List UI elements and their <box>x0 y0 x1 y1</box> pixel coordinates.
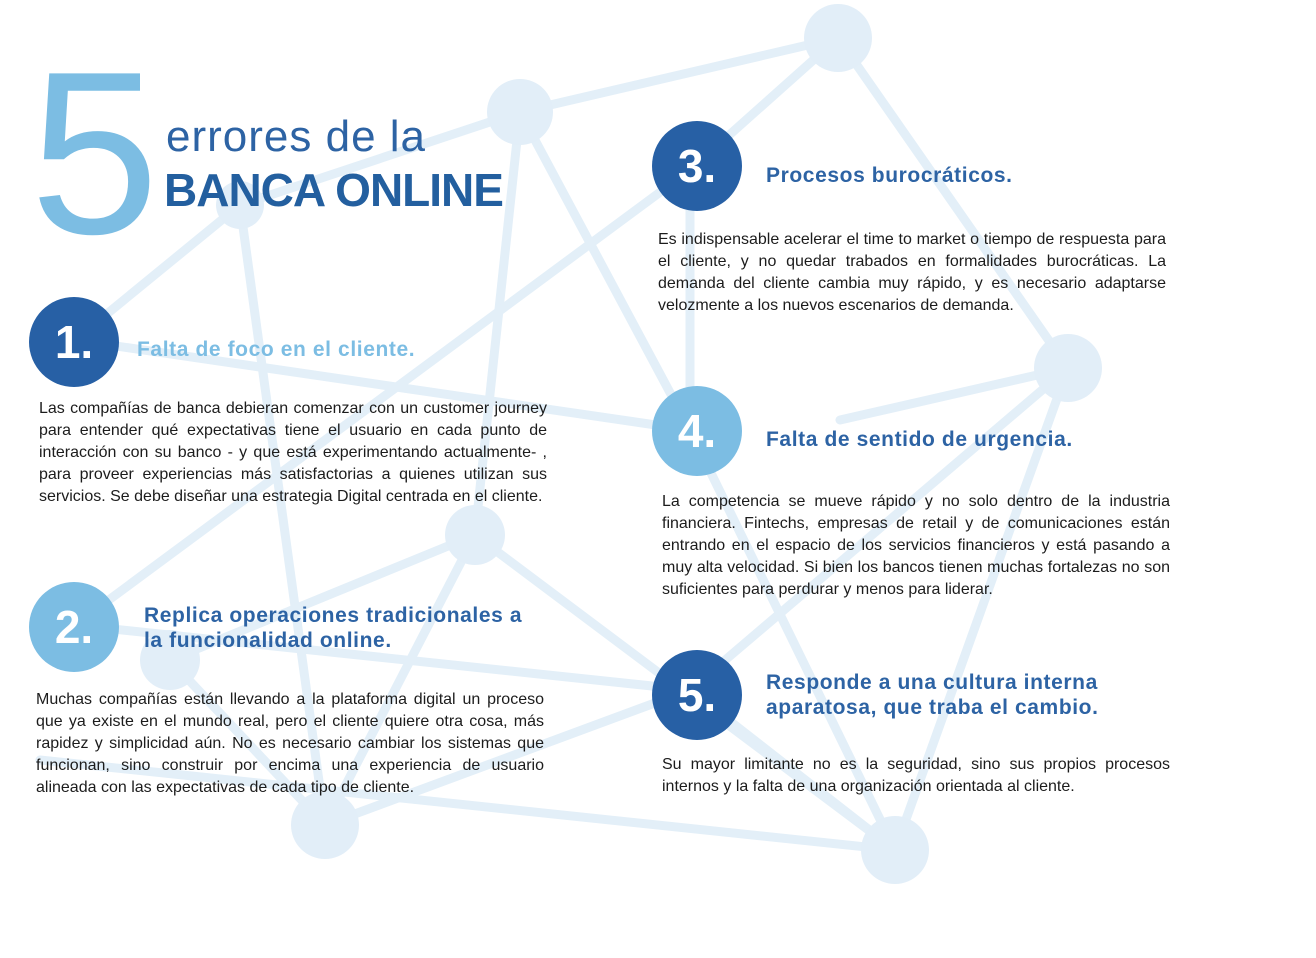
headline-subtitle: errores de la <box>166 112 427 161</box>
heading-1: Falta de foco en el cliente. <box>137 338 416 361</box>
badge-3: 3. <box>652 121 742 211</box>
headline-number: 5 <box>30 24 156 283</box>
body-5: Su mayor limitante no es la seguridad, sino sus propios procesos internos y la falta de una organización orientada al cliente. <box>662 756 1170 795</box>
badge-1: 1. <box>29 297 119 387</box>
heading-4: Falta de sentido de urgencia. <box>766 428 1073 451</box>
body-4: La competencia se mueve rápido y no solo dentro de la industria financiera. Fintechs, empresas de retail y de comunicaciones están entrando en el espacio de los servicios financieros y está pasando a muy alta velocidad. Si bien los bancos tienen muchas fortalezas no son suficientes para perdurar y menos para liderar. <box>662 493 1170 598</box>
headline-title: BANCA ONLINE <box>164 164 503 216</box>
body-1: Las compañías de banca debieran comenzar con un customer journey para entender qué expectativas tiene el usuario en cada punto de interacción con su banco - y que está experimentando actualmente- , para proveer experiencias más satisfactorias a quienes utilizan sus servicios. Se debe diseñar una estrategia Digital centrada en el cliente. <box>39 400 547 505</box>
heading-5: Responde a una cultura interna aparatosa, que traba el cambio. <box>766 671 1099 719</box>
badge-5: 5. <box>652 650 742 740</box>
heading-2: Replica operaciones tradicionales a la funcionalidad online. <box>144 604 523 652</box>
badge-4: 4. <box>652 386 742 476</box>
badge-2: 2. <box>29 582 119 672</box>
body-3: Es indispensable acelerar el time to market o tiempo de respuesta para el cliente, y no quedar trabados en formalidades burocráticas. La demanda del cliente cambia muy rápido, y es necesario adaptarse velozmente a los nuevos escenarios de demanda. <box>658 231 1166 314</box>
heading-3: Procesos burocráticos. <box>766 164 1013 187</box>
body-2: Muchas compañías están llevando a la plataforma digital un proceso que ya existe en el mundo real, pero el cliente quiere otra cosa, más rapidez y simplicidad aún. No es necesario cambiar los sistemas que funcionan, sino construir por encima una experiencia de usuario alineada con las expectativas de cada tipo de cliente. <box>36 691 544 796</box>
